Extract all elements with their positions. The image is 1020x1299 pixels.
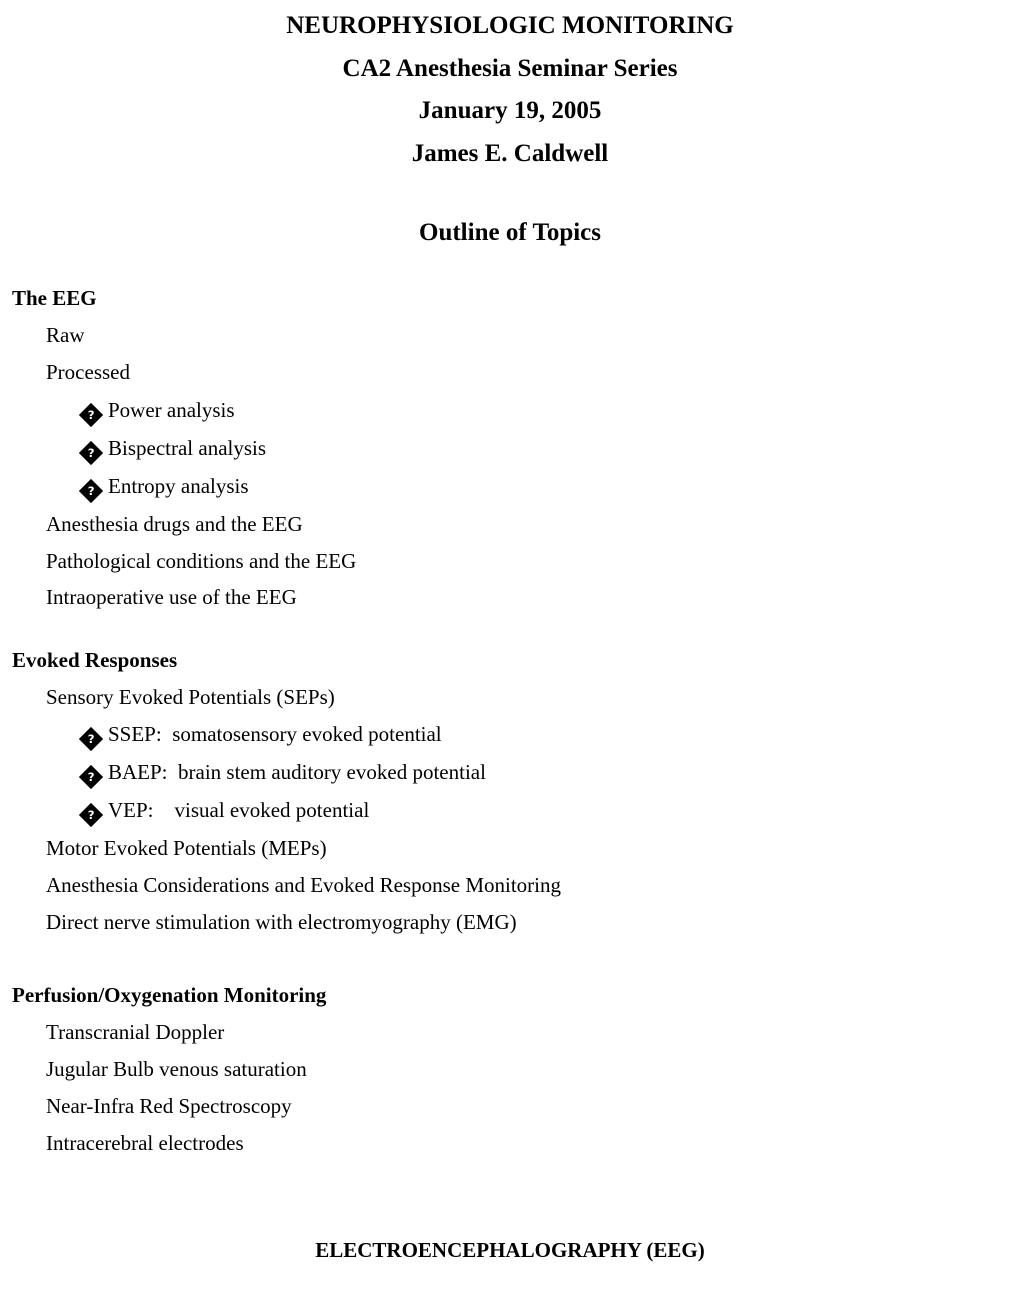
subitem-label: VEP: visual evoked potential [108, 798, 370, 822]
subitem-label: Power analysis [108, 398, 235, 422]
outline-item-jugular: Jugular Bulb venous saturation [46, 1057, 307, 1081]
section-heading-perfusion: Perfusion/Oxygenation Monitoring [12, 983, 327, 1007]
outline-item-intraop: Intraoperative use of the EEG [46, 585, 297, 609]
outline-subitem-ssep [80, 722, 442, 750]
bullet-icon: ? [79, 803, 103, 827]
outline-item-nirs: Near-Infra Red Spectroscopy [46, 1094, 292, 1118]
subitem-label: Entropy analysis [108, 474, 249, 498]
outline-item-raw: Raw [46, 323, 85, 347]
outline-subitem-vep [80, 798, 369, 826]
subitem-label: BAEP: brain stem auditory evoked potential [108, 760, 486, 784]
subitem-label: SSEP: somatosensory evoked potential [108, 722, 442, 746]
section-heading-eeg: The EEG [12, 286, 97, 310]
bullet-icon: ? [79, 479, 103, 503]
bullet-icon: ? [79, 727, 103, 751]
outline-item-pathological: Pathological conditions and the EEG [46, 549, 357, 573]
outline-subitem-power [80, 398, 235, 426]
next-section-heading: ELECTROENCEPHALOGRAPHY (EEG) [315, 1238, 705, 1262]
subitem-label: Bispectral analysis [108, 436, 267, 460]
outline-item-meps: Motor Evoked Potentials (MEPs) [46, 836, 327, 860]
section-heading-evoked: Evoked Responses [12, 648, 178, 672]
outline-item-drugs: Anesthesia drugs and the EEG [46, 512, 303, 536]
seminar-series: CA2 Anesthesia Seminar Series [342, 55, 678, 82]
outline-item-doppler: Transcranial Doppler [46, 1020, 225, 1044]
bullet-icon: ? [79, 765, 103, 789]
outline-item-processed: Processed [46, 360, 130, 384]
document-title: NEUROPHYSIOLOGIC MONITORING [286, 12, 734, 39]
seminar-date: January 19, 2005 [418, 97, 602, 124]
outline-subitem-baep [80, 760, 486, 788]
author-name: James E. Caldwell [411, 140, 609, 167]
outline-item-seps: Sensory Evoked Potentials (SEPs) [46, 685, 335, 709]
outline-item-considerations: Anesthesia Considerations and Evoked Response Monitoring [46, 873, 562, 897]
outline-subitem-entropy [80, 474, 249, 502]
outline-item-emg: Direct nerve stimulation with electromyography (EMG) [46, 910, 517, 934]
outline-subitem-bispectral [80, 436, 266, 464]
outline-heading: Outline of Topics [419, 219, 601, 246]
bullet-icon: ? [79, 441, 103, 465]
bullet-icon: ? [79, 403, 103, 427]
outline-item-electrodes: Intracerebral electrodes [46, 1131, 244, 1155]
